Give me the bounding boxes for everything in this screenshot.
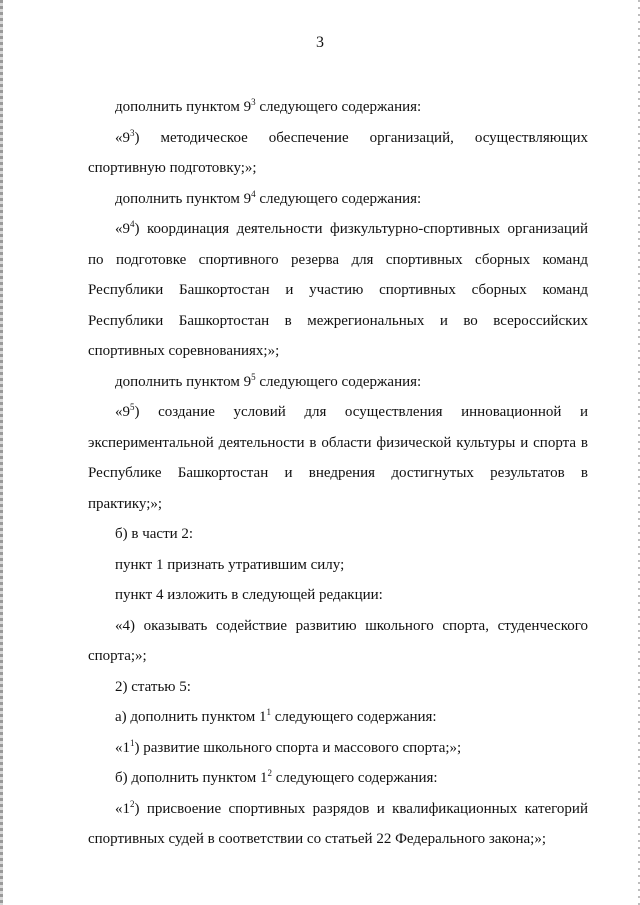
paragraph-line: дополнить пунктом $9^3$ следующего содержания: <box>115 97 422 115</box>
paragraph-line: б) дополнить пунктом $1^2$ следующего содержания: <box>115 768 438 786</box>
paragraph-line: б) в части 2: <box>115 526 194 542</box>
paragraph-line: 2) статью 5: <box>115 678 191 695</box>
paragraph-line: экспериментальной деятельности в области физической культуры и спорта в <box>88 434 588 451</box>
paragraph-line: практику;»; <box>88 495 163 512</box>
paragraph-line: «4) оказывать содействие развитию школьного спорта, студенческого <box>115 617 588 634</box>
paragraph-line: дополнить пунктом $9^4$ следующего содержания: <box>115 188 422 207</box>
paragraph-line: «$9^3$) методическое обеспечение организаций, осуществляющих <box>115 127 588 146</box>
paragraph-line: спортивных судей в соответствии со статьей 22 Федерального закона;»; <box>88 831 546 847</box>
paragraph-line: по подготовке спортивного резерва для спортивных сборных команд <box>88 251 588 268</box>
document-body <box>88 92 588 855</box>
paragraph-line: Республике Башкортостан и внедрения достигнутых результатов в <box>88 465 588 481</box>
scan-edge-left <box>0 0 3 905</box>
paragraph-line: Республики Башкортостан в межрегиональных и во всероссийских <box>88 312 588 329</box>
paragraph-line: «$1^1$) развитие школьного спорта и массового спорта;»; <box>115 737 462 756</box>
paragraph-line: спорта;»; <box>88 648 147 664</box>
paragraph-line: Республики Башкортостан и участию спортивных сборных команд <box>88 282 588 298</box>
paragraph-line: спортивных соревнованиях;»; <box>88 343 280 359</box>
paragraph-line: спортивную подготовку;»; <box>88 160 257 176</box>
paragraph-line: пункт 4 изложить в следующей редакции: <box>115 587 383 603</box>
paragraph-line: а) дополнить пунктом $1^1$ следующего содержания: <box>115 707 437 725</box>
paragraph-line: «$1^2$) присвоение спортивных разрядов и квалификационных категорий <box>115 798 588 817</box>
paragraph-line: дополнить пунктом $9^5$ следующего содержания: <box>115 371 422 390</box>
paragraph-line: «$9^4$) координация деятельности физкультурно-спортивных организаций <box>115 219 588 237</box>
page-number: 3 <box>316 34 324 51</box>
paragraph-line: пункт 1 признать утратившим силу; <box>115 556 345 573</box>
paragraph-line: «$9^5$) создание условий для осуществления инновационной и <box>115 402 588 420</box>
